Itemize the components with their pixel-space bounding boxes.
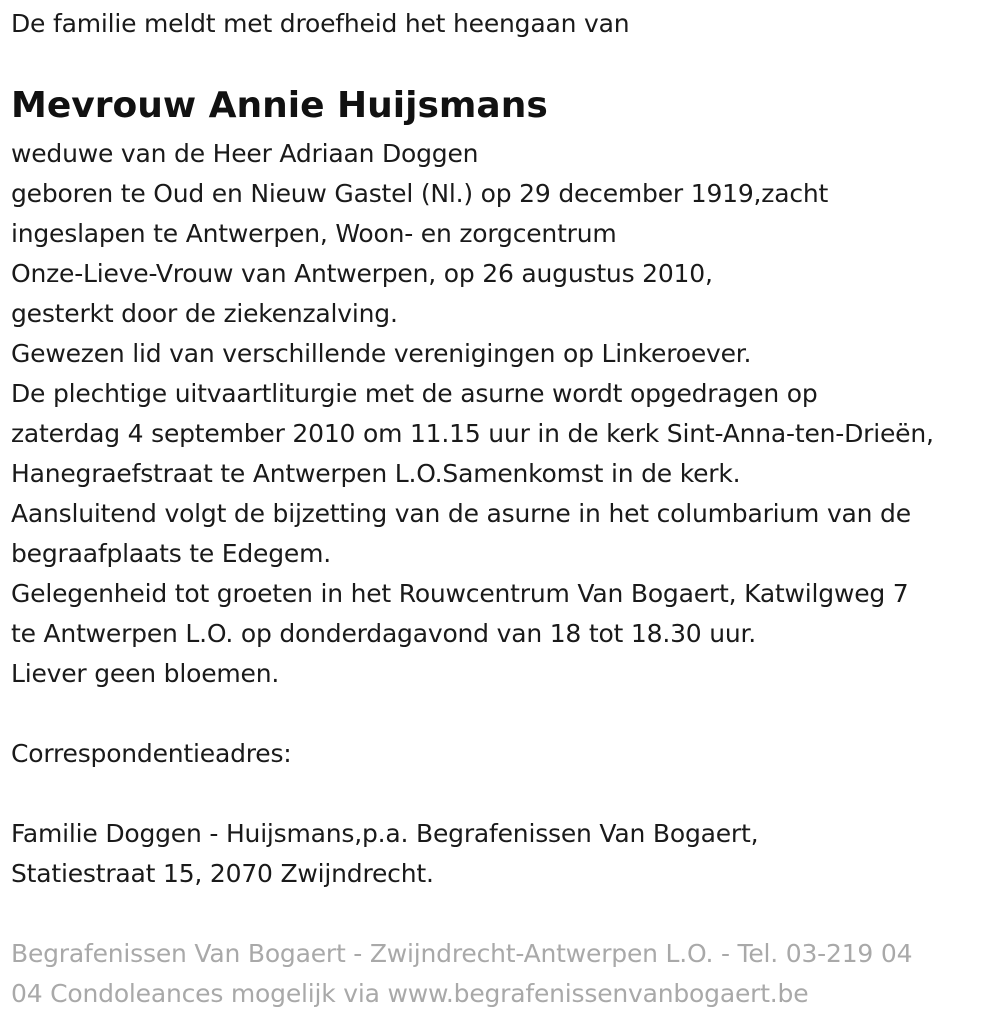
body-line: Gewezen lid van verschillende verenigingen op Linkeroever. [11, 339, 752, 368]
body-line: Hanegraefstraat te Antwerpen L.O.Samenkomst in de kerk. [11, 459, 741, 488]
correspondence-label: Correspondentieadres: [11, 739, 292, 768]
body-line: Aansluitend volgt de bijzetting van de asurne in het columbarium van de [11, 499, 911, 528]
body-line: gesterkt door de ziekenzalving. [11, 299, 398, 328]
body-line: begraafplaats te Edegem. [11, 539, 331, 568]
body-line: Gelegenheid tot groeten in het Rouwcentrum Van Bogaert, Katwilgweg 7 [11, 579, 909, 608]
footer-line: Begrafenissen Van Bogaert - Zwijndrecht-Antwerpen L.O. - Tel. 03-219 04 [11, 939, 913, 968]
body-line: te Antwerpen L.O. op donderdagavond van 18 tot 18.30 uur. [11, 619, 757, 648]
body-line: ingeslapen te Antwerpen, Woon- en zorgcentrum [11, 219, 617, 248]
body-line: De plechtige uitvaartliturgie met de asurne wordt opgedragen op [11, 379, 818, 408]
body-line: zaterdag 4 september 2010 om 11.15 uur in de kerk Sint-Anna-ten-Drieën, [11, 419, 934, 448]
correspondence-address [11, 814, 758, 894]
deceased-name: Mevrouw Annie Huijsmans [11, 85, 548, 126]
body-line: Liever geen bloemen. [11, 659, 280, 688]
footer-line: 04 Condoleances mogelijk via www.begrafenissenvanbogaert.be [11, 979, 809, 1008]
address-line: Statiestraat 15, 2070 Zwijndrecht. [11, 859, 434, 888]
funeral-home-footer [11, 934, 912, 1014]
intro-text: De familie meldt met droefheid het heengaan van [11, 9, 630, 38]
address-line: Familie Doggen - Huijsmans,p.a. Begrafenissen Van Bogaert, [11, 819, 759, 848]
body-line: weduwe van de Heer Adriaan Doggen [11, 139, 479, 168]
notice-body [11, 134, 934, 694]
body-line: geboren te Oud en Nieuw Gastel (Nl.) op 29 december 1919,zacht [11, 179, 829, 208]
body-line: Onze-Lieve-Vrouw van Antwerpen, op 26 augustus 2010, [11, 259, 713, 288]
